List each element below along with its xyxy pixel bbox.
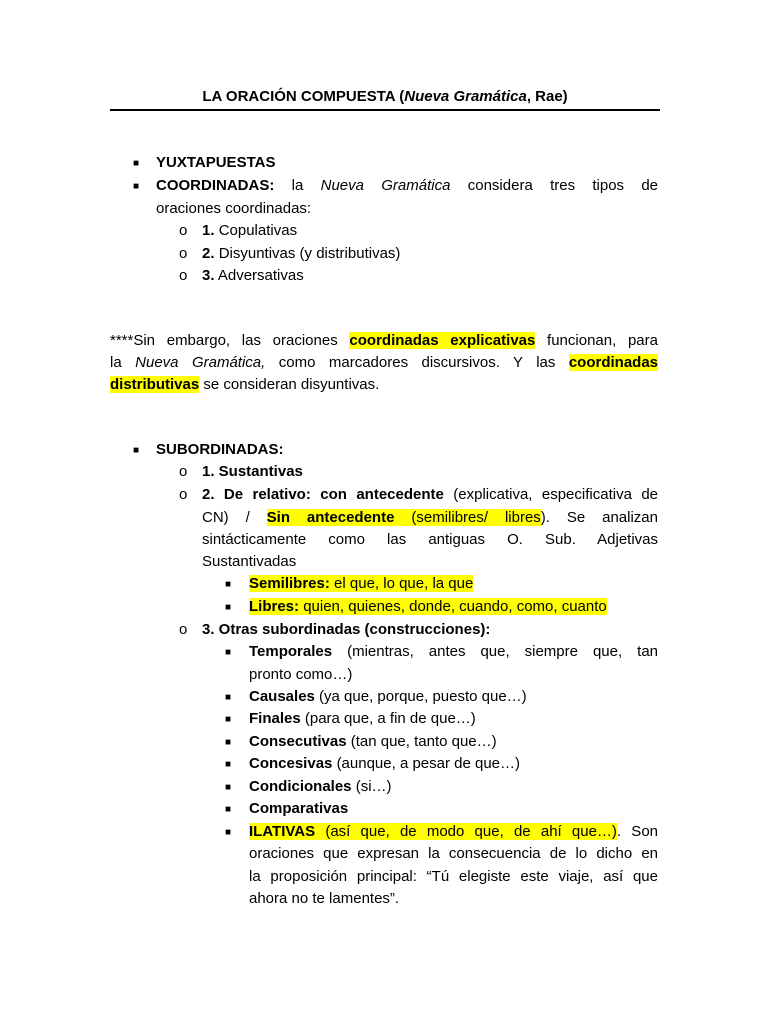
square-bullet-icon: ■ <box>225 692 232 703</box>
ilativas-line-2: oraciones que expresan la consecuencia de lo dicho en <box>249 845 658 862</box>
causales-item: Causales (ya que, porque, puesto que…) <box>249 688 527 705</box>
sustantivas-item: 1. Sustantivas <box>202 463 303 480</box>
square-bullet-icon: ■ <box>133 445 140 456</box>
libres-item: Libres: quien, quienes, donde, cuando, como, cuanto <box>249 598 607 615</box>
circle-bullet-icon: o <box>179 222 188 239</box>
list-item-disyuntivas: 2. Disyuntivas (y distributivas) <box>202 245 401 262</box>
title-suffix: , Rae) <box>526 88 568 105</box>
circle-bullet-icon: o <box>179 486 188 503</box>
temporales-line-2: pronto como…) <box>249 666 353 683</box>
square-bullet-icon: ■ <box>225 782 232 793</box>
circle-bullet-icon: o <box>179 621 188 638</box>
temporales-line-1: Temporales (mientras, antes que, siempre que, tan <box>249 643 658 660</box>
title-italic: Nueva Gramática <box>404 88 527 105</box>
condicionales-item: Condicionales (si…) <box>249 778 392 795</box>
relativo-line-1: 2. De relativo: con antecedente (explicativa, especificativa de <box>202 486 658 503</box>
square-bullet-icon: ■ <box>133 181 140 192</box>
relativo-line-4: Sustantivadas <box>202 553 297 570</box>
concesivas-item: Concesivas (aunque, a pesar de que…) <box>249 755 521 772</box>
square-bullet-icon: ■ <box>225 647 232 658</box>
circle-bullet-icon: o <box>179 245 188 262</box>
square-bullet-icon: ■ <box>225 714 232 725</box>
ilativas-line-1: ILATIVAS (así que, de modo que, de ahí que…). Son <box>249 823 659 840</box>
list-item-copulativas: 1. Copulativas <box>202 222 298 239</box>
semilibres-item: Semilibres: el que, lo que, la que <box>249 575 474 592</box>
square-bullet-icon: ■ <box>225 804 232 815</box>
title-underline <box>110 109 660 111</box>
consecutivas-item: Consecutivas (tan que, tanto que…) <box>249 733 497 750</box>
circle-bullet-icon: o <box>179 463 188 480</box>
square-bullet-icon: ■ <box>225 602 232 613</box>
square-bullet-icon: ■ <box>225 827 232 838</box>
square-bullet-icon: ■ <box>225 579 232 590</box>
ilativas-line-4: ahora no te lamentes”. <box>249 890 400 907</box>
relativo-line-3: sintácticamente como las antiguas O. Sub. Adjetivas <box>202 531 658 548</box>
list-item-adversativas: 3. Adversativas <box>202 267 304 284</box>
subordinadas-heading: SUBORDINADAS: <box>156 441 284 458</box>
square-bullet-icon: ■ <box>133 158 140 169</box>
relativo-line-2: CN) / Sin antecedente (semilibres/ libres). Se analizan <box>202 509 658 526</box>
coordinadas-line-1: COORDINADAS: la Nueva Gramática considera tres tipos de <box>156 177 659 194</box>
page-title <box>110 87 660 107</box>
coordinadas-line-2: oraciones coordinadas: <box>156 200 312 217</box>
note-line-3: distributivas se consideran disyuntivas. <box>110 376 380 393</box>
finales-item: Finales (para que, a fin de que…) <box>249 710 476 727</box>
yuxtapuestas-heading: YUXTAPUESTAS <box>156 154 276 171</box>
comparativas-item: Comparativas <box>249 800 349 817</box>
otras-heading: 3. Otras subordinadas (construcciones): <box>202 621 491 638</box>
circle-bullet-icon: o <box>179 267 188 284</box>
square-bullet-icon: ■ <box>225 759 232 770</box>
square-bullet-icon: ■ <box>225 737 232 748</box>
title-prefix: LA ORACIÓN COMPUESTA ( <box>202 88 405 105</box>
note-line-1: ****Sin embargo, las oraciones coordinadas explicativas funcionan, para <box>110 332 658 349</box>
ilativas-line-3: la proposición principal: “Tú elegiste este viaje, así que <box>249 868 658 885</box>
note-line-2: la Nueva Gramática, como marcadores discursivos. Y las coordinadas <box>110 354 659 371</box>
